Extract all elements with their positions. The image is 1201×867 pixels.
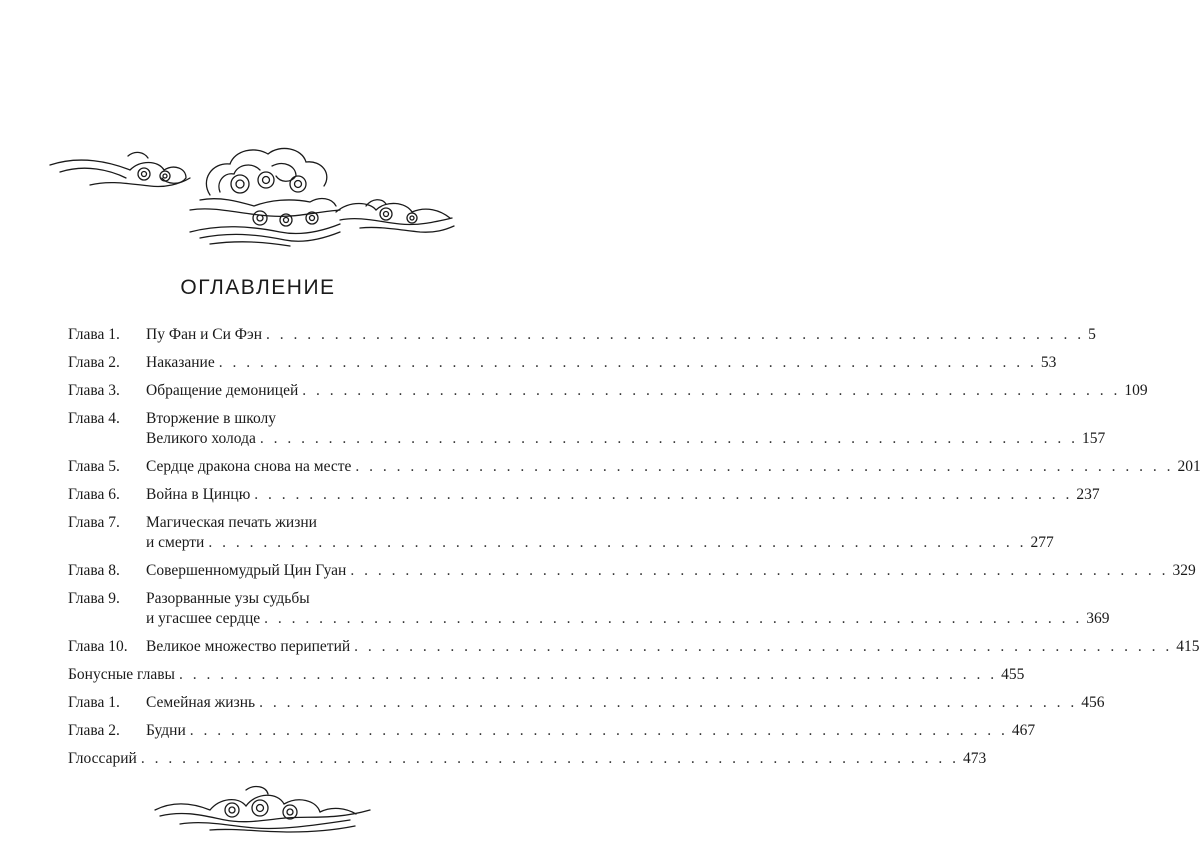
dot-leader: . . . . . . . . . . . . . . . . . . . . . . . . . . . . . . . . . . . . . . . . . . . . . . . . . . . . . . . . . . . . xyxy=(354,638,1173,655)
chapter-title: Семейная жизнь xyxy=(146,694,259,712)
page-number: 473 xyxy=(959,750,986,768)
toc-entry xyxy=(68,326,1096,354)
leader-line xyxy=(146,430,1106,450)
toc-entry xyxy=(68,486,1100,514)
leader-line xyxy=(68,666,1025,686)
page-number: 157 xyxy=(1078,430,1105,448)
toc-entry xyxy=(68,562,1196,590)
chapter-label: Глава 3. xyxy=(68,382,120,399)
leader-line xyxy=(146,486,1100,506)
page-number: 329 xyxy=(1168,562,1195,580)
chapter-title: Сердце дракона снова на месте xyxy=(146,458,355,476)
chapter-label: Глава 5. xyxy=(68,458,120,475)
page-number: 369 xyxy=(1082,610,1109,628)
page-number: 53 xyxy=(1037,354,1057,372)
toc-entry xyxy=(68,722,1036,750)
dot-leader: . . . . . . . . . . . . . . . . . . . . . . . . . . . . . . . . . . . . . . . . . . . . . . . . . . . . . . . . . . . . xyxy=(208,534,1027,551)
leader-line xyxy=(146,722,1036,742)
leader-line xyxy=(146,694,1105,714)
table-of-contents xyxy=(68,326,1201,778)
dot-leader: . . . . . . . . . . . . . . . . . . . . . . . . . . . . . . . . . . . . . . . . . . . . . . . . . . . . . . . . . . . . xyxy=(302,382,1121,399)
cloud-ornament-bottom xyxy=(150,780,380,838)
toc-entry xyxy=(68,694,1105,722)
leader-line xyxy=(146,354,1057,374)
toc-entry xyxy=(68,590,1110,638)
chapter-label: Глава 7. xyxy=(68,514,120,531)
chapter-label: Глава 1. xyxy=(68,326,120,343)
toc-entry xyxy=(68,666,1025,694)
chapter-title: Пу Фан и Си Фэн xyxy=(146,326,266,344)
leader-line xyxy=(146,638,1200,658)
chapter-label: Глава 1. xyxy=(68,694,120,711)
chapter-title: Великое множество перипетий xyxy=(146,638,354,656)
chapter-title: и угасшее сердце xyxy=(146,610,264,628)
chapter-title: Война в Цинцю xyxy=(146,486,254,504)
chapter-title-line1: Вторжение в школу xyxy=(146,410,277,427)
chapter-label: Глава 6. xyxy=(68,486,120,503)
page-number: 109 xyxy=(1120,382,1147,400)
dot-leader: . . . . . . . . . . . . . . . . . . . . . . . . . . . . . . . . . . . . . . . . . . . . . . . . . . . . . . . . . . . . xyxy=(259,430,1078,447)
chapter-label: Глава 2. xyxy=(68,354,120,371)
leader-line xyxy=(146,382,1148,402)
chapter-title: Совершенномудрый Цин Гуан xyxy=(146,562,350,580)
page-number: 456 xyxy=(1077,694,1104,712)
chapter-title: Наказание xyxy=(146,354,219,372)
chapter-title: Будни xyxy=(146,722,190,740)
chapter-title: Глоссарий xyxy=(68,750,141,768)
chapter-title: Обращение демоницей xyxy=(146,382,302,400)
page-number: 277 xyxy=(1026,534,1053,552)
chapter-label: Глава 4. xyxy=(68,410,120,427)
dot-leader: . . . . . . . . . . . . . . . . . . . . . . . . . . . . . . . . . . . . . . . . . . . . . . . . . . . . . . . . . . . . xyxy=(140,750,959,767)
leader-line xyxy=(68,750,987,770)
cloud-ornament-top xyxy=(40,140,460,260)
chapter-title: Великого холода xyxy=(146,430,260,448)
dot-leader: . . . . . . . . . . . . . . . . . . . . . . . . . . . . . . . . . . . . . . . . . . . . . . . . . . . . . . . . . . . . xyxy=(266,326,1085,343)
page-number: 455 xyxy=(997,666,1024,684)
leader-line xyxy=(146,610,1110,630)
dot-leader: . . . . . . . . . . . . . . . . . . . . . . . . . . . . . . . . . . . . . . . . . . . . . . . . . . . . . . . . . . . . xyxy=(259,694,1078,711)
toc-entry xyxy=(68,750,987,778)
page-number: 201 xyxy=(1174,458,1201,476)
page-number: 5 xyxy=(1084,326,1096,344)
dot-leader: . . . . . . . . . . . . . . . . . . . . . . . . . . . . . . . . . . . . . . . . . . . . . . . . . . . . . . . . . . . . xyxy=(264,610,1083,627)
dot-leader: . . . . . . . . . . . . . . . . . . . . . . . . . . . . . . . . . . . . . . . . . . . . . . . . . . . . . . . . . . . . xyxy=(218,354,1037,371)
chapter-title-line1: Разорванные узы судьбы xyxy=(146,590,310,607)
leader-line xyxy=(146,458,1201,478)
toc-entry xyxy=(68,458,1201,486)
chapter-title: Бонусные главы xyxy=(68,666,179,684)
dot-leader: . . . . . . . . . . . . . . . . . . . . . . . . . . . . . . . . . . . . . . . . . . . . . . . . . . . . . . . . . . . . xyxy=(178,666,998,683)
dot-leader: . . . . . . . . . . . . . . . . . . . . . . . . . . . . . . . . . . . . . . . . . . . . . . . . . . . . . . . . . . . . xyxy=(350,562,1169,579)
dot-leader: . . . . . . . . . . . . . . . . . . . . . . . . . . . . . . . . . . . . . . . . . . . . . . . . . . . . . . . . . . . . xyxy=(189,722,1008,739)
dot-leader: . . . . . . . . . . . . . . . . . . . . . . . . . . . . . . . . . . . . . . . . . . . . . . . . . . . . . . . . . . . . xyxy=(355,458,1174,475)
leader-line xyxy=(146,534,1054,554)
leader-line xyxy=(146,562,1196,582)
page-number: 467 xyxy=(1008,722,1035,740)
page-number: 415 xyxy=(1172,638,1199,656)
leader-line xyxy=(146,326,1096,346)
toc-entry xyxy=(68,354,1057,382)
chapter-title-line1: Магическая печать жизни xyxy=(146,514,317,531)
toc-entry xyxy=(68,514,1054,562)
dot-leader: . . . . . . . . . . . . . . . . . . . . . . . . . . . . . . . . . . . . . . . . . . . . . . . . . . . . . . . . . . . . xyxy=(254,486,1073,503)
toc-entry xyxy=(68,382,1148,410)
toc-title: ОГЛАВЛЕНИЕ xyxy=(180,276,336,299)
chapter-label: Глава 8. xyxy=(68,562,120,579)
toc-entry xyxy=(68,638,1200,666)
chapter-label: Глава 9. xyxy=(68,590,120,607)
page-number: 237 xyxy=(1072,486,1099,504)
chapter-label: Глава 10. xyxy=(68,638,128,655)
toc-entry xyxy=(68,410,1106,458)
chapter-label: Глава 2. xyxy=(68,722,120,739)
chapter-title: и смерти xyxy=(146,534,208,552)
